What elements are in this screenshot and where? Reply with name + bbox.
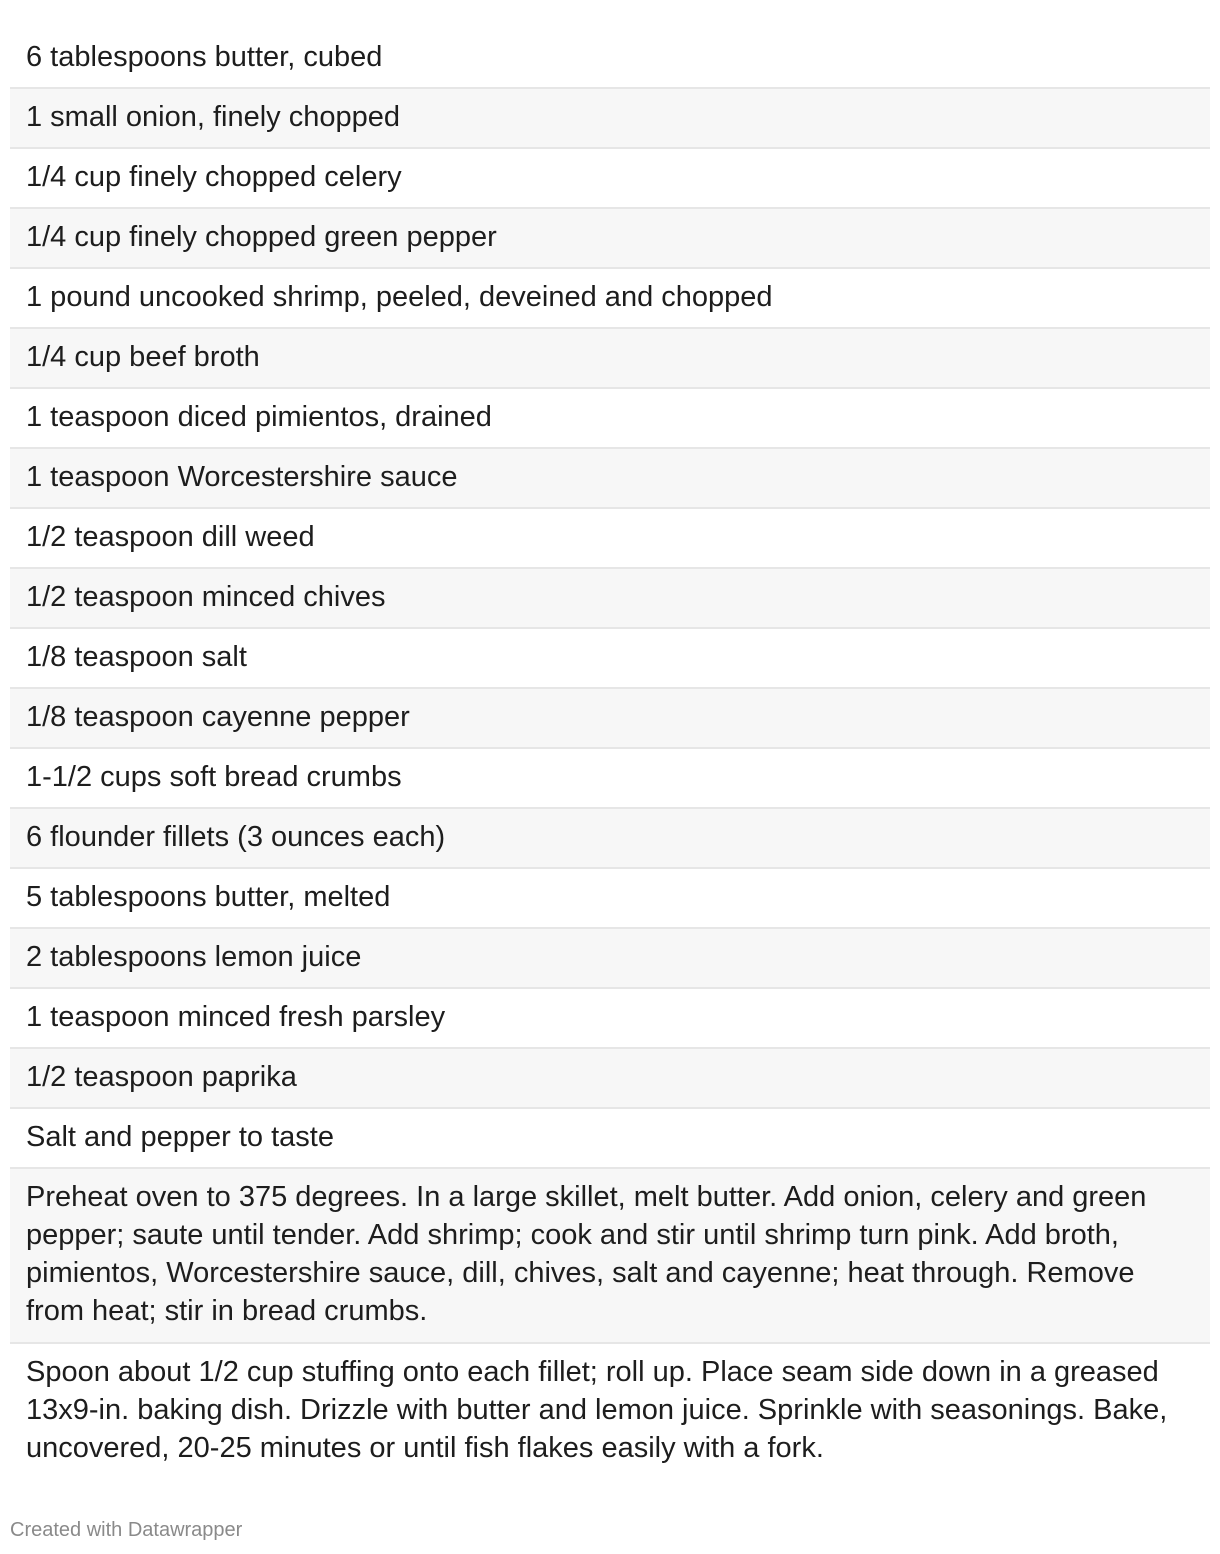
table-row: 1 pound uncooked shrimp, peeled, deveined and chopped — [10, 269, 1210, 329]
table-row: 5 tablespoons butter, melted — [10, 869, 1210, 929]
table-row: 1/2 teaspoon paprika — [10, 1049, 1210, 1109]
table-row: 1 teaspoon diced pimientos, drained — [10, 389, 1210, 449]
recipe-table — [10, 29, 1210, 1479]
table-row: Salt and pepper to taste — [10, 1109, 1210, 1169]
table-row: 1 teaspoon Worcestershire sauce — [10, 449, 1210, 509]
table-row: 1/2 teaspoon minced chives — [10, 569, 1210, 629]
table-row: 1-1/2 cups soft bread crumbs — [10, 749, 1210, 809]
table-row: 1/8 teaspoon cayenne pepper — [10, 689, 1210, 749]
table-row: 6 flounder fillets (3 ounces each) — [10, 809, 1210, 869]
table-row-directions: Preheat oven to 375 degrees. In a large skillet, melt butter. Add onion, celery and green pepper; saute until tender. Add shrimp; cook and stir until shrimp turn pink. Add broth, pimientos, Worcestershire sauce, dill, chives, salt and cayenne; heat through. Remove from heat; stir in bread crumbs. — [10, 1169, 1210, 1344]
table-row: 1 teaspoon minced fresh parsley — [10, 989, 1210, 1049]
table-row: 1/4 cup beef broth — [10, 329, 1210, 389]
table-row: 1/2 teaspoon dill weed — [10, 509, 1210, 569]
table-row: 2 tablespoons lemon juice — [10, 929, 1210, 989]
table-row-directions: Spoon about 1/2 cup stuffing onto each fillet; roll up. Place seam side down in a greased 13x9-in. baking dish. Drizzle with butter and lemon juice. Sprinkle with seasonings. Bake, uncovered, 20-25 minutes or until fish flakes easily with a fork. — [10, 1344, 1210, 1479]
table-row: 1 small onion, finely chopped — [10, 89, 1210, 149]
table-row: 1/4 cup finely chopped celery — [10, 149, 1210, 209]
table-row: 6 tablespoons butter, cubed — [10, 29, 1210, 89]
credit-footer: Created with Datawrapper — [10, 1519, 243, 1541]
table-row: 1/8 teaspoon salt — [10, 629, 1210, 689]
table-row: 1/4 cup finely chopped green pepper — [10, 209, 1210, 269]
